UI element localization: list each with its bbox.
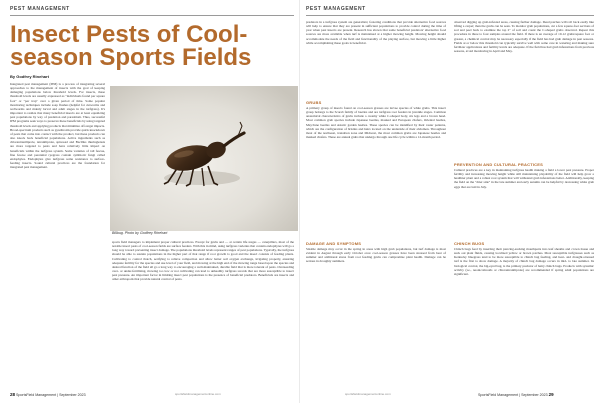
subhead-chinch-bugs: CHINCH BUGS bbox=[454, 241, 485, 246]
body-text: sports field managers to implement proper cultural practices. Except for grubs and — at certain life stages — caterpillars, most of the notable insect pests of cool-season fields are surface feeders. With this in mind, using turfgrass varieties that contain endophytes will go a long way toward preventing insect damage. The populations threshold levels represent ranges of pest populations. Typically, the turfgrass should be able to sustain populations in the higher part of that range if root growth is good and the insect consists of feeding plants. Cultivating to control thatch, aerifying to relieve compaction and allow better soil oxygen exchange, irrigating properly, ensuring adequate fertility for the species and use level of your field, and mowing at the high end of the mowing range based upon the species and desired function of the field all go a long way to encouraging a well-maintained, durable field that is more tolerant of pests. Overseeding over- or under-fertilizing, mowing too low or not cultivating can lead to unhealthy turfgrass swards that are more susceptible to insect pest pressure. An important factor in limiting insect pest populations is the presence of beneficial predators. Beneficials are insects and other arthropods that provide natural control of pests. bbox=[112, 240, 294, 282]
body-column-3c bbox=[306, 247, 446, 387]
article-title: Insect Pests of Cool-season Sports Fields bbox=[10, 21, 252, 71]
body-column-4a bbox=[454, 20, 594, 160]
body-column-1 bbox=[10, 82, 105, 388]
subhead-prevention: PREVENTION AND CULTURAL PRACTICES bbox=[454, 162, 543, 167]
section-rule bbox=[306, 15, 594, 16]
body-column-4c bbox=[454, 247, 594, 387]
page-number: 29 bbox=[548, 392, 554, 397]
subhead-damage: DAMAGE AND SYMPTOMS bbox=[306, 241, 362, 246]
body-column-3a bbox=[306, 20, 446, 98]
body-text: A primary group of insects found on cool-season grasses are larvae species of white grubs. This insect group belongs to the Scarab family of beetles and are turfgrass root feeders in juvenile stages. Common anatomical characteristics of grubs include a creamy white C-shaped body, six legs and a brown head. Most common grub species include Japanese beetles, masked and European chafers, Oriental beetles, May/June beetles and Asiatic garden beetles. These species can be identified by their raster patterns, which are the configuration of bristles and hairs located on the underside of their abdomen. Throughout most of the northeast, transition zone and Midwest, the most common grubs are Japanese beetles and masked chafers. These are annual grubs that undergo through one life cycle within a 12-month period. bbox=[306, 106, 446, 140]
magazine-name: SportsField Management | September 2023 bbox=[478, 393, 548, 397]
body-text: Integrated pest management (IPM) is a process of integrating several approaches to the management of insects with the goal of keeping damaging populations below threshold levels. For insects, these threshold levels are usually expressed as "individuals found per square foot" or "per trap" over a given period of time. Some popular monitoring techniques include soap flushes (helpful for cutworms and webworms and mainly larval and adult stages in the turfgrass). It's important to realize that many beneficial insects are at least equalizing pest populations by way of predation and parasitism. Thus, successful IPM programs seek ways to preserve these beneficials by using targeted threshold levels and applying products that minimize off-target impacts. Broad-spectrum products such as pyrethroids provide quick knockdown of pests that come into contact with the product, but these products can also knock back beneficial populations. Active ingredients such as chlorantraniliprole, tetraniliprole, spinosad and Bacillus thuringiensis are more targeted to pests and have relatively little impact on beneficials within the turfgrass system. Some varieties of tall fescue, fine fescue and perennial ryegrass contain symbiotic fungi called endophytes. Endophytes give turfgrass some resistance to surface-feeding insects. Sound cultural practices are the foundation for integrated pest management. bbox=[10, 82, 105, 170]
body-text: observed digging up grub-infested areas, causing further damage. Dead patches will roll back easily like lifting a carpet; then the grubs can be seen. To monitor grub populations, cut a few square-foot sections of sod and peel back to examine the top 2" of soil and count the C-shaped grubs observed. Repeat this procedure in three to four samples around the field. If there is an average of 10-12 grubs/square foot or greater, a chemical control may be necessary especially if the field has had grub damage in past seasons. Fields at or below this threshold can typically survive well with some care in watering and making sure fertilizer applications and fertility levels are adequate. If the field has had grub infestations from previous seasons, avoid monitoring in April and May. bbox=[454, 20, 594, 54]
body-column-2 bbox=[112, 240, 294, 388]
footer-right bbox=[478, 392, 554, 397]
body-column-3b bbox=[306, 106, 446, 238]
magazine-name: SportsField Management | September 2023 bbox=[16, 393, 86, 397]
section-label: PEST MANAGEMENT bbox=[10, 6, 70, 12]
body-column-4b bbox=[454, 168, 594, 238]
page-number: 28 bbox=[10, 392, 16, 397]
section-label: PEST MANAGEMENT bbox=[306, 6, 366, 12]
website-url: sportsfieldmanagementonline.com bbox=[345, 392, 391, 396]
right-page bbox=[300, 0, 600, 403]
body-text: Chinch bugs feed by inserting their piercing-sucking mouthparts into leaf sheaths and crown tissue and suck out plant fluids, causing localized yellow or brown patches. Most susceptible turfgrasses such as Kentucky bluegrass tend to be more susceptible to chinch bug feeding, and heat- and drought-stressed turf is the first to show damage. A majority of chinch bug damage occurs in mid- to late summer. Its biological control, the big-eyed bug, is the primary predator of hairy chinch bugs. Products with systemic activity (i.e., neonicotinoids or chlorantraniliprole) are recommended if spring adult populations are significant. bbox=[454, 247, 594, 276]
photo-caption: Billbug. Photo by Godfrey Rinehart bbox=[112, 231, 168, 235]
body-text: Sizable damage may occur in the spring in areas with high grub populations, but turf damage is most evident in August through early October once cool-season grasses have been stressed from heat of summer and additional stress from root feeding grubs can compromise plant health. Damage can be serious in droughty summers. bbox=[306, 247, 446, 264]
subhead-grubs: GRUBS bbox=[306, 100, 322, 105]
billbug-image bbox=[110, 86, 298, 231]
byline: By Godfrey Rinehart bbox=[10, 74, 49, 79]
section-rule bbox=[10, 15, 294, 16]
footer-left bbox=[10, 392, 86, 397]
billbug-photo bbox=[110, 86, 298, 231]
body-text: Cultural practices are a key in maintaining turfgrass health making a field a lower pest pressure. Proper fertility and increasing mowing height while still maintaining playability of the field will help grow a healthier plant and a robust root system that will withstand grub infestations better. Additionally, keeping the field on the "drier side" in the late summer and early autumn can be helpful by decreasing white grub eggs that are laid in July. bbox=[454, 168, 594, 189]
website-url: sportsfieldmanagementonline.com bbox=[175, 392, 221, 396]
body-text: predators in a turfgrass system are generalists; fostering conditions that provide alternative food sources will help to ensure that they are present in sufficient populations to provide control during the time of year when pest insects are present. Research has shown that some beneficial predators' alternative food sources are more available when turf is maintained at a higher mowing height. Mowing height should accommodate the needs of the field and functionality of the playing surface, but mowing a little higher while accomplishing these goals is beneficial. bbox=[306, 20, 446, 45]
